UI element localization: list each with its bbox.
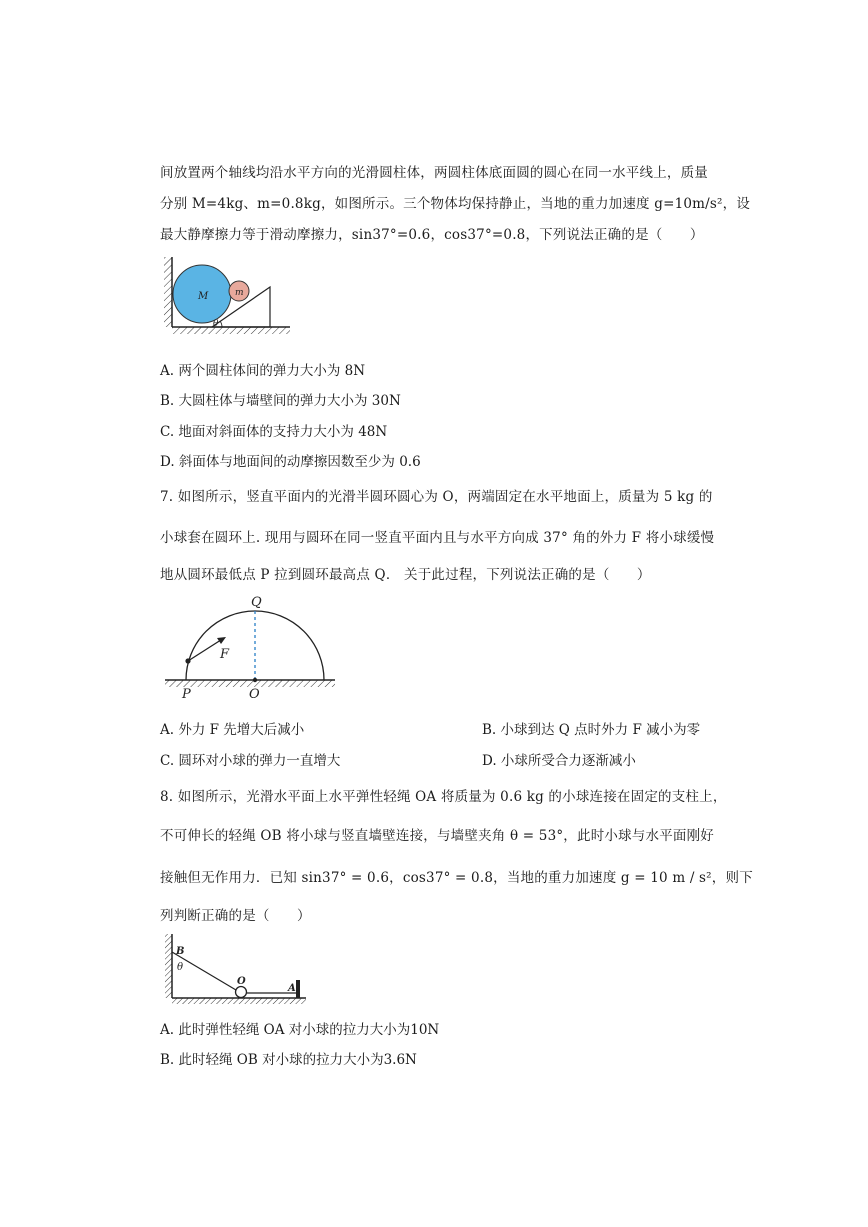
q6-option-d: D. 斜面体与地面间的动摩擦因数至少为 0.6 bbox=[160, 454, 421, 470]
q7-stem-line-2: 小球套在圆环上. 现用与圆环在同一竖直平面内且与水平方向成 37° 角的外力 F 将小球缓慢 bbox=[160, 530, 715, 546]
q6-stem-line-3: 最大静摩擦力等于滑动摩擦力，sin37°=0.6，cos37°=0.8，下列说法正确的是（ ） bbox=[160, 227, 704, 243]
ball bbox=[236, 987, 247, 998]
ground-hatch bbox=[172, 327, 290, 334]
label-B: B bbox=[176, 946, 185, 957]
label-P: P bbox=[182, 687, 191, 702]
label-M: M bbox=[198, 291, 209, 302]
label-m: m bbox=[235, 288, 244, 298]
angle-arc bbox=[220, 321, 222, 327]
q7-stem-line-1: 7. 如图所示，竖直平面内的光滑半圆环圆心为 O，两端固定在水平地面上，质量为 5 kg 的 bbox=[160, 489, 713, 505]
q7-option-b: B. 小球到达 Q 点时外力 F 减小为零 bbox=[482, 722, 701, 738]
q6-option-b: B. 大圆柱体与墙壁间的弹力大小为 30N bbox=[160, 393, 401, 409]
q7-stem-line-3: 地从圆环最低点 P 拉到圆环最高点 Q． 关于此过程，下列说法正确的是（ ） bbox=[160, 567, 651, 583]
q8-stem-line-2: 不可伸长的轻绳 OB 将小球与竖直墙壁连接，与墙壁夹角 θ = 53°，此时小球与水平面刚好 bbox=[160, 828, 715, 844]
label-Q: Q bbox=[251, 595, 262, 610]
q7-option-a: A. 外力 F 先增大后减小 bbox=[160, 722, 305, 738]
q7-option-c: C. 圆环对小球的弹力一直增大 bbox=[160, 753, 341, 769]
q8-stem-line-4: 列判断正确的是（ ） bbox=[160, 908, 311, 924]
q8-option-a: A. 此时弹性轻绳 OA 对小球的拉力大小为10N bbox=[160, 1022, 440, 1038]
post bbox=[296, 980, 300, 998]
force-arrowhead bbox=[217, 637, 226, 644]
label-O: O bbox=[249, 687, 260, 702]
q6-stem-line-1: 间放置两个轴线均沿水平方向的光滑圆柱体，两圆柱体底面圆的圆心在同一水平线上，质量 bbox=[160, 165, 708, 181]
label-A: A bbox=[288, 983, 296, 994]
q8-figure bbox=[160, 930, 310, 1010]
label-O: O bbox=[237, 976, 246, 987]
ground-hatch bbox=[165, 680, 335, 687]
semicircle-ring bbox=[186, 611, 324, 680]
q6-option-a: A. 两个圆柱体间的弹力大小为 8N bbox=[160, 363, 366, 379]
label-theta: θ bbox=[213, 319, 219, 329]
q8-stem-line-1: 8. 如图所示，光滑水平面上水平弹性轻绳 OA 将质量为 0.6 kg 的小球连接在固定的支柱上， bbox=[160, 789, 727, 805]
label-F: F bbox=[220, 647, 230, 662]
q8-stem-line-3: 接触但无作用力．已知 sin37° = 0.6，cos37° = 0.8，当地的重力加速度 g = 10 m / s²，则下 bbox=[160, 870, 753, 886]
center-point bbox=[253, 678, 257, 682]
q6-stem-line-2: 分别 M=4kg、m=0.8kg，如图所示。三个物体均保持静止，当地的重力加速度 g=10m/s²，设 bbox=[160, 196, 751, 212]
label-theta: θ bbox=[177, 962, 184, 973]
q7-figure bbox=[160, 590, 340, 702]
q7-option-d: D. 小球所受合力逐渐减小 bbox=[482, 753, 636, 769]
wall-hatch bbox=[164, 257, 172, 327]
q6-option-c: C. 地面对斜面体的支持力大小为 48N bbox=[160, 424, 388, 440]
q8-option-b: B. 此时轻绳 OB 对小球的拉力大小为3.6N bbox=[160, 1052, 417, 1068]
wall-hatch bbox=[165, 934, 172, 998]
ground-hatch bbox=[172, 998, 306, 1004]
q6-figure bbox=[160, 255, 295, 340]
